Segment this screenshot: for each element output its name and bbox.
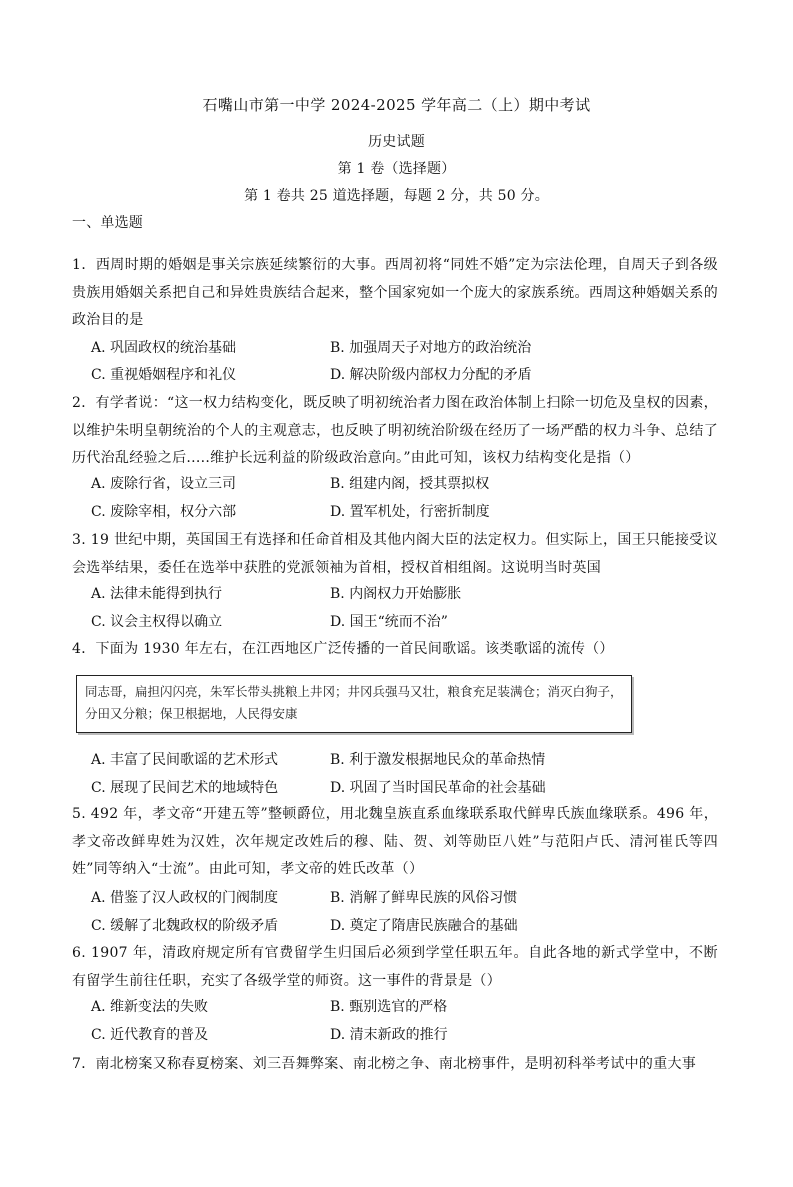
question-3-option-b: B. 内阁权力开始膨胀 <box>330 586 462 602</box>
question-5-option-b: B. 消解了鲜卑民族的风俗习惯 <box>330 890 518 906</box>
question-5-text: 5. 492 年，孝文帝“开建五等”整顿爵位，用北魏皇族直系血缘联系取代鲜卑氏族血缘联系。496 年，孝文帝改鲜卑姓为汉姓，次年规定改姓后的穆、陆、贺、刘等勋臣八姓”与范阳卢氏、清河崔氏等四姓”同等纳入“士流”。由此可知，孝文帝的姓氏改革（） <box>72 806 718 877</box>
question-5-option-d: D. 奠定了隋唐民族融合的基础 <box>330 918 518 934</box>
question-3-option-c: C. 议会主权得以确立 <box>91 614 223 630</box>
exam-subject: 历史试题 <box>368 134 425 150</box>
question-6-text: 6. 1907 年，清政府规定所有官费留学生归国后必须到学堂任职五年。自此各地的新式学堂中，不断有留学生前往任职，充实了各级学堂的师资。这一事件的背景是（） <box>72 945 718 989</box>
question-4-option-c: C. 展现了民间艺术的地域特色 <box>91 780 279 796</box>
question-3-text: 3. 19 世纪中期，英国国王有选择和任命首相及其他内阁大臣的法定权力。但实际上，国王只能接受议会选举结果，委任在选举中获胜的党派领袖为首相，授权首相组阁。这说明当时英国 <box>72 532 718 576</box>
question-3-option-a: A. 法律未能得到执行 <box>91 586 223 602</box>
exam-instructions: 第 1 卷共 25 道选择题，每题 2 分，共 50 分。 <box>244 188 549 204</box>
question-1-text: 1．西周时期的婚姻是事关宗族延续繁衍的大事。西周初将“同姓不婚”定为宗法伦理，自周天子到各级贵族用婚姻关系把自己和异姓贵族结合起来，整个国家宛如一个庞大的家族系统。西周这种婚姻关系的政治目的是 <box>72 257 718 328</box>
question-4-option-d: D. 巩固了当时国民革命的社会基础 <box>330 780 546 796</box>
question-2-option-b: B. 组建内阁，授其票拟权 <box>330 476 490 492</box>
question-5-option-c: C. 缓解了北魏政权的阶级矛盾 <box>91 918 279 934</box>
question-2-text: 2．有学者说：“这一权力结构变化，既反映了明初统治者力图在政治体制上扫除一切危及皇权的因素，以维护朱明皇朝统治的个人的主观意志，也反映了明初统治阶级在经历了一场严酷的权力斗争、总结了历代治乱经验之后.....维护长远利益的阶级政治意向。”由此可知，该权力结构变化是指（） <box>72 395 718 466</box>
question-7-text: 7．南北榜案又称春夏榜案、刘三吾舞弊案、南北榜之争、南北榜事件，是明初科举考试中的重大事 <box>72 1056 697 1072</box>
question-4-text: 4．下面为 1930 年左右，在江西地区广泛传播的一首民间歌谣。该类歌谣的流传（） <box>72 641 614 657</box>
section-heading: 一、单选题 <box>72 215 143 231</box>
question-4-option-a: A. 丰富了民间歌谣的艺术形式 <box>91 752 279 768</box>
question-1-option-a: A. 巩固政权的统治基础 <box>91 340 237 356</box>
question-2-option-d: D. 置军机处，行密折制度 <box>330 504 490 520</box>
question-1-option-d: D. 解决阶级内部权力分配的矛盾 <box>330 367 532 383</box>
folk-song-box: 同志哥，扁担闪闪亮，朱军长带头挑粮上井冈；井冈兵强马又壮，粮食充足装满仓；消灭白狗子，分田又分粮；保卫根据地，人民得安康 <box>76 675 632 733</box>
question-1-option-b: B. 加强周天子对地方的政治统治 <box>330 340 532 356</box>
question-4-option-b: B. 利于激发根据地民众的革命热情 <box>330 752 546 768</box>
exam-title: 石嘴山市第一中学 2024-2025 学年高二（上）期中考试 <box>202 96 591 114</box>
question-6-option-c: C. 近代教育的普及 <box>91 1027 209 1043</box>
exam-volume: 第 1 卷（选择题） <box>337 161 456 177</box>
question-3-option-d: D. 国王“统而不治” <box>330 614 448 630</box>
question-6-option-a: A. 维新变法的失败 <box>91 999 209 1015</box>
question-6-option-b: B. 甄别选官的严格 <box>330 999 448 1015</box>
question-5-option-a: A. 借鉴了汉人政权的门阀制度 <box>91 890 279 906</box>
question-1-option-c: C. 重视婚姻程序和礼仪 <box>91 367 237 383</box>
question-2-option-c: C. 废除宰相，权分六部 <box>91 504 237 520</box>
question-2-option-a: A. 废除行省，设立三司 <box>91 476 237 492</box>
question-6-option-d: D. 清末新政的推行 <box>330 1027 448 1043</box>
